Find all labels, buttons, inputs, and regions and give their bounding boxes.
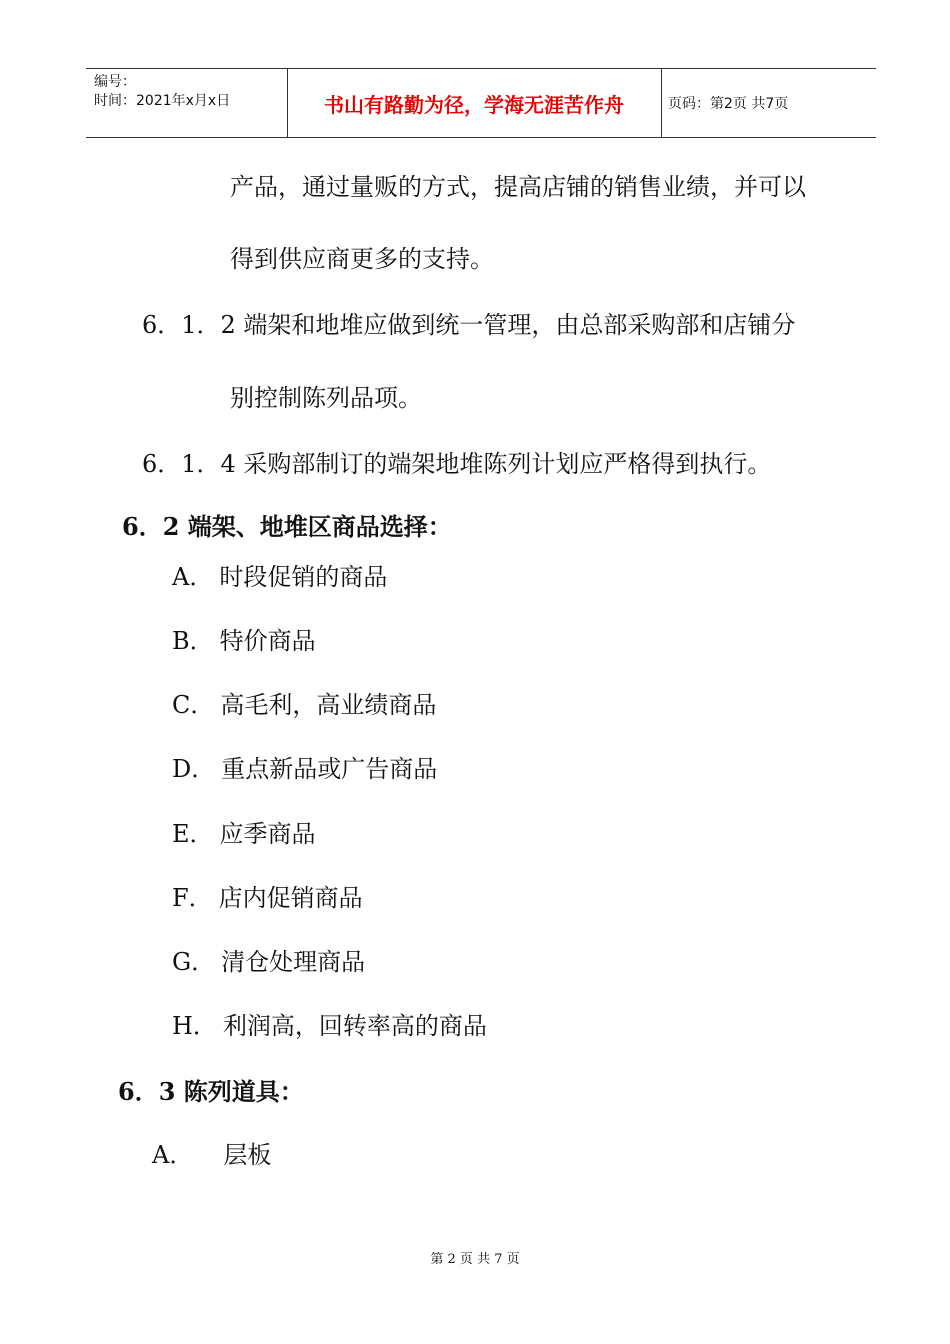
list-item-text: 店内促销商品 <box>218 884 363 912</box>
serial-label: 编号： <box>94 74 136 90</box>
list-item <box>172 690 436 720</box>
list-item-label: G． <box>172 948 216 976</box>
time-label: 时间：2021年x月x日 <box>94 93 231 109</box>
list-item <box>172 562 387 592</box>
clause-6-1-4: 6．1．4 采购部制订的端架地堆陈列计划应严格得到执行。 <box>142 450 772 478</box>
list-item <box>152 1140 271 1170</box>
list-item-text: 层板 <box>223 1141 272 1169</box>
paragraph-line: 别控制陈列品项。 <box>230 384 422 412</box>
list-item <box>172 1011 487 1041</box>
list-item <box>172 626 316 656</box>
list-item-label: E． <box>172 820 214 848</box>
header-page-info: 页码：第2页 共7页 <box>668 96 789 112</box>
page-header <box>86 68 876 138</box>
page-footer: 第 2 页 共 7 页 <box>430 1252 520 1267</box>
list-item <box>172 883 363 913</box>
header-divider <box>661 69 662 137</box>
list-item <box>172 754 437 784</box>
section-heading-6-3: 6．3 陈列道具： <box>118 1077 304 1106</box>
paragraph-line: 得到供应商更多的支持。 <box>230 245 494 273</box>
list-item <box>172 819 316 849</box>
list-item-text: 时段促销的商品 <box>219 563 388 591</box>
clause-6-1-2: 6．1．2 端架和地堆应做到统一管理，由总部采购部和店铺分 <box>142 311 796 339</box>
paragraph-line: 产品，通过量贩的方式，提高店铺的销售业绩，并可以 <box>230 173 806 201</box>
list-item-label: A． <box>152 1141 194 1169</box>
list-item-label: B． <box>172 627 214 655</box>
section-heading-6-2: 6．2 端架、地堆区商品选择： <box>122 512 452 541</box>
header-motto: 书山有路勤为径，学海无涯苦作舟 <box>324 92 624 117</box>
header-meta <box>94 73 230 111</box>
list-item-label: D． <box>172 755 216 783</box>
list-item-text: 利润高，回转率高的商品 <box>222 1012 487 1040</box>
list-item-text: 应季商品 <box>219 820 316 848</box>
list-item-label: C． <box>172 691 215 719</box>
list-item-text: 清仓处理商品 <box>221 948 366 976</box>
list-item-text: 重点新品或广告商品 <box>221 755 438 783</box>
list-item <box>172 947 365 977</box>
list-item-label: F． <box>172 884 213 912</box>
list-item-label: H． <box>172 1012 217 1040</box>
list-item-label: A． <box>172 563 214 591</box>
list-item-text: 特价商品 <box>219 627 316 655</box>
list-item-text: 高毛利，高业绩商品 <box>220 691 437 719</box>
